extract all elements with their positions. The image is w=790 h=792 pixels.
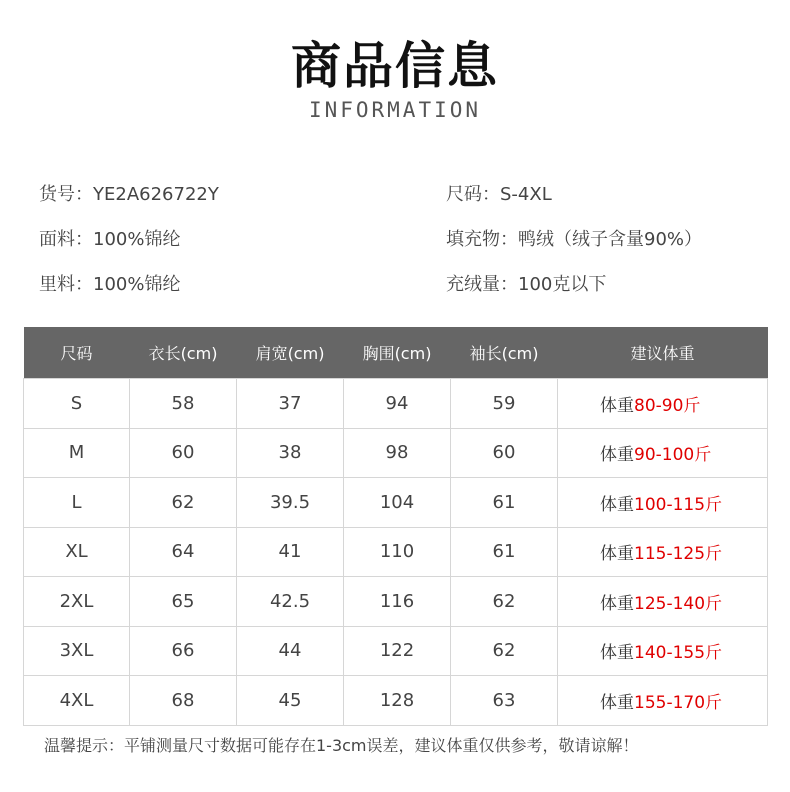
cell-shoulder: 37 <box>237 379 344 429</box>
weight-prefix: 体重 <box>600 445 634 466</box>
header-shoulder: 肩宽(cm) <box>237 327 344 379</box>
fabric-label: 面料： <box>39 229 93 250</box>
weight-range: 140-155斤 <box>634 643 723 664</box>
table-row <box>24 626 768 676</box>
cell-sleeve: 63 <box>451 676 558 726</box>
cell-size: M <box>24 428 130 478</box>
cell-sleeve: 61 <box>451 478 558 528</box>
weight-prefix: 体重 <box>600 544 634 565</box>
weight-range: 155-170斤 <box>634 692 723 713</box>
cell-weight <box>558 428 768 478</box>
fabric-value: 100%锦纶 <box>93 229 181 250</box>
cell-length: 58 <box>130 379 237 429</box>
weight-prefix: 体重 <box>600 692 634 713</box>
cell-length: 60 <box>130 428 237 478</box>
weight-range: 90-100斤 <box>634 445 712 466</box>
cell-weight <box>558 527 768 577</box>
weight-prefix: 体重 <box>600 593 634 614</box>
filling-label: 填充物： <box>446 229 518 250</box>
fill-weight-label: 充绒量： <box>446 274 518 295</box>
header-size: 尺码 <box>24 327 130 379</box>
cell-weight <box>558 478 768 528</box>
table-row <box>24 676 768 726</box>
weight-range: 125-140斤 <box>634 593 723 614</box>
cell-chest: 122 <box>344 626 451 676</box>
cell-sleeve: 61 <box>451 527 558 577</box>
size-chart-table <box>23 327 768 726</box>
cell-sleeve: 62 <box>451 577 558 627</box>
page-title: 商品信息 <box>291 37 499 95</box>
weight-prefix: 体重 <box>600 643 634 664</box>
cell-shoulder: 39.5 <box>237 478 344 528</box>
table-header-row <box>24 327 768 379</box>
table-row <box>24 379 768 429</box>
lining-value: 100%锦纶 <box>93 274 181 295</box>
cell-shoulder: 41 <box>237 527 344 577</box>
cell-size: XL <box>24 527 130 577</box>
cell-chest: 116 <box>344 577 451 627</box>
cell-size: 2XL <box>24 577 130 627</box>
header-length: 衣长(cm) <box>130 327 237 379</box>
item-no-label: 货号： <box>39 184 93 205</box>
cell-size: L <box>24 478 130 528</box>
table-row <box>24 527 768 577</box>
weight-range: 100-115斤 <box>634 494 723 515</box>
cell-sleeve: 60 <box>451 428 558 478</box>
weight-range: 80-90斤 <box>634 395 701 416</box>
cell-size: S <box>24 379 130 429</box>
cell-weight <box>558 676 768 726</box>
cell-sleeve: 62 <box>451 626 558 676</box>
weight-range: 115-125斤 <box>634 544 723 565</box>
table-row <box>24 478 768 528</box>
cell-size: 4XL <box>24 676 130 726</box>
header-weight: 建议体重 <box>558 327 768 379</box>
table-row <box>24 577 768 627</box>
weight-prefix: 体重 <box>600 395 634 416</box>
cell-shoulder: 45 <box>237 676 344 726</box>
cell-length: 64 <box>130 527 237 577</box>
cell-size: 3XL <box>24 626 130 676</box>
header-chest: 胸围(cm) <box>344 327 451 379</box>
cell-chest: 94 <box>344 379 451 429</box>
weight-prefix: 体重 <box>600 494 634 515</box>
cell-chest: 104 <box>344 478 451 528</box>
size-label: 尺码： <box>446 184 500 205</box>
cell-shoulder: 42.5 <box>237 577 344 627</box>
cell-chest: 110 <box>344 527 451 577</box>
cell-length: 65 <box>130 577 237 627</box>
cell-weight <box>558 626 768 676</box>
info-filling <box>446 228 702 252</box>
cell-weight <box>558 577 768 627</box>
page-subtitle: INFORMATION <box>308 98 482 122</box>
cell-chest: 98 <box>344 428 451 478</box>
filling-value: 鸭绒（绒子含量90%） <box>518 229 703 250</box>
cell-shoulder: 44 <box>237 626 344 676</box>
info-lining <box>39 273 180 297</box>
header-sleeve: 袖长(cm) <box>451 327 558 379</box>
cell-weight <box>558 379 768 429</box>
cell-shoulder: 38 <box>237 428 344 478</box>
table-row <box>24 428 768 478</box>
cell-length: 68 <box>130 676 237 726</box>
info-item-no <box>39 183 219 207</box>
footer-note: 温馨提示：平铺测量尺寸数据可能存在1-3cm误差，建议体重仅供参考，敬请谅解！ <box>44 736 639 755</box>
cell-length: 62 <box>130 478 237 528</box>
size-value: S-4XL <box>500 184 552 205</box>
lining-label: 里料： <box>39 274 93 295</box>
item-no-value: YE2A626722Y <box>93 184 219 205</box>
fill-weight-value: 100克以下 <box>518 274 607 295</box>
info-size <box>446 183 552 207</box>
cell-sleeve: 59 <box>451 379 558 429</box>
info-fill-weight <box>446 273 606 297</box>
cell-chest: 128 <box>344 676 451 726</box>
cell-length: 66 <box>130 626 237 676</box>
info-fabric <box>39 228 180 252</box>
